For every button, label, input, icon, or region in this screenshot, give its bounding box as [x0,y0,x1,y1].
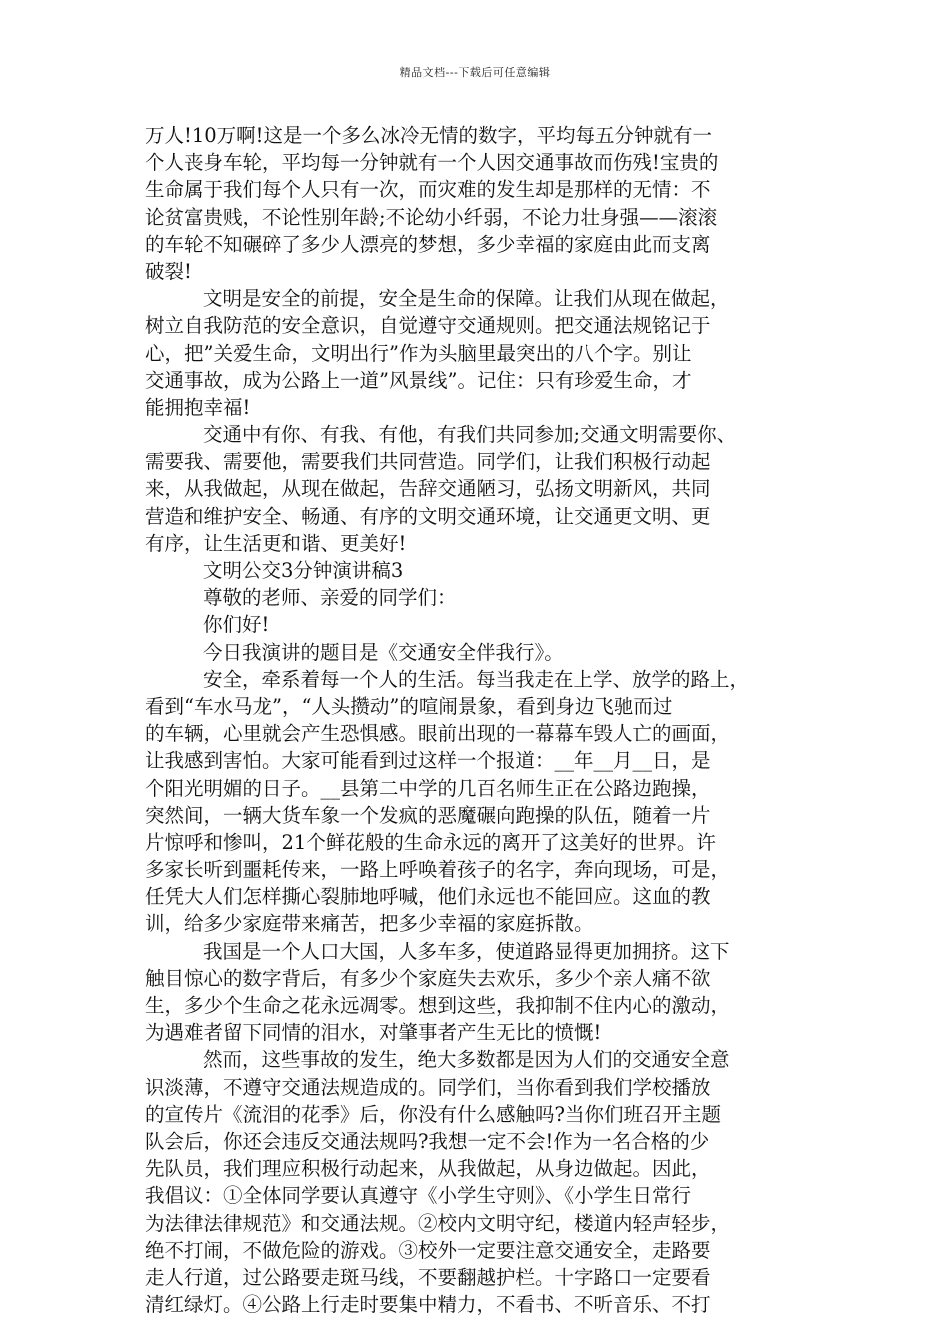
text-line: 我国是一个人口大国，人多车多，使道路显得更加拥挤。这下 [203,939,730,963]
text-line: 安全，牵系着每一个人的生活。每当我走在上学、放学的路上， [203,667,750,691]
text-line: 文明公交3分钟演讲稿3 [203,559,404,582]
text-line: 的车辆，心里就会产生恐惧感。眼前出现的一幕幕车毁人亡的画面， [145,722,731,746]
document-body [145,122,815,1318]
text-line: 我倡议：①全体同学要认真遵守《小学生守则》、《小学生日常行 [145,1184,692,1208]
text-line: 生，多少个生命之花永远凋零。想到这些，我抑制不住内心的激动， [145,994,731,1017]
text-line: 的车轮不知碾碎了多少人漂亮的梦想，多少幸福的家庭由此而支离 [145,232,711,256]
page-header: 精品文档---下载后可任意编辑 [399,66,551,79]
text-line: 今日我演讲的题目是《交通安全伴我行》。 [203,640,564,664]
text-line: 树立自我防范的安全意识，自觉遵守交通规则。把交通法规铭记于 [145,314,711,338]
text-line: 为法律法律规范》和交通法规。②校内文明守纪，楼道内轻声轻步， [145,1211,731,1235]
text-line: 队会后，你还会违反交通法规吗?我想一定不会!作为一名合格的少 [145,1129,710,1153]
text-line: 生命属于我们每个人只有一次，而灾难的发生却是那样的无情：不 [145,178,711,202]
text-line: 走人行道，过公路要走斑马线，不要翻越护栏。十字路口一定要看 [145,1265,711,1289]
text-line: 你们好! [203,613,270,637]
text-line: 需要我、需要他，需要我们共同营造。同学们，让我们积极行动起 [145,450,711,474]
text-line: 尊敬的老师、亲爱的同学们： [203,586,457,610]
text-line: 多家长听到噩耗传来，一路上呼唤着孩子的名字，奔向现场，可是， [145,858,731,882]
text-line: 触目惊心的数字背后，有多少个家庭失去欢乐，多少个亲人痛不欲 [145,966,711,990]
text-line: 绝不打闹，不做危险的游戏。③校外一定要注意交通安全，走路要 [145,1238,711,1262]
text-line: 清红绿灯。④公路上行走时要集中精力，不看书、不听音乐、不打 [145,1293,711,1317]
text-line: 个阳光明媚的日子。__县第二中学的几百名师生正在公路边跑操， [145,776,711,800]
text-line: 任凭大人们怎样撕心裂肺地呼喊，他们永远也不能回应。这血的教 [145,885,711,909]
text-line: 突然间，一辆大货车象一个发疯的恶魔碾向跑操的队伍，随着一片 [145,803,711,827]
text-line: 交通中有你、有我、有他，有我们共同参加;交通文明需要你、 [203,423,737,447]
text-line: 的宣传片《流泪的花季》后，你没有什么感触吗?当你们班召开主题 [145,1102,721,1126]
text-line: 为遇难者留下同情的泪水，对肇事者产生无比的愤慨! [145,1021,602,1045]
text-line: 看到“车水马龙”，“人头攒动”的喧闹景象，看到身边飞驰而过 [145,694,673,718]
text-line: 破裂! [145,259,192,283]
text-line: 营造和维护安全、畅通、有序的文明交通环境，让交通更文明、更 [145,504,711,528]
text-line: 文明是安全的前提，安全是生命的保障。让我们从现在做起， [203,287,730,311]
text-line: 然而，这些事故的发生，绝大多数都是因为人们的交通安全意 [203,1048,730,1072]
text-line: 有序，让生活更和谐、更美好! [145,531,407,555]
text-line: 训，给多少家庭带来痛苦，把多少幸福的家庭拆散。 [145,912,594,936]
text-line: 交通事故，成为公路上一道”风景线”。记住：只有珍爱生命，才 [145,368,692,392]
text-line: 心，把”关爱生命，文明出行”作为头脑里最突出的八个字。别让 [145,341,692,365]
text-line: 万人!10万啊!这是一个多么冰冷无情的数字，平均每五分钟就有一 [145,124,712,147]
text-line: 论贫富贵贱，不论性别年龄;不论幼小纤弱，不论力壮身强——滚滚 [145,205,718,229]
text-line: 先队员，我们理应积极行动起来，从我做起，从身边做起。因此， [145,1157,711,1181]
text-line: 片惊呼和惨叫，21个鲜花般的生命永远的离开了这美好的世界。许 [145,830,716,854]
text-line: 能拥抱幸福! [145,395,251,419]
text-line: 来，从我做起，从现在做起，告辞交通陋习，弘扬文明新风，共同 [145,477,711,501]
text-line: 让我感到害怕。大家可能看到过这样一个报道：__年__月__日，是 [145,749,711,773]
text-line: 识淡薄，不遵守交通法规造成的。同学们，当你看到我们学校播放 [145,1075,711,1099]
text-line: 个人丧身车轮，平均每一分钟就有一个人因交通事故而伤残!宝贵的 [145,151,719,175]
